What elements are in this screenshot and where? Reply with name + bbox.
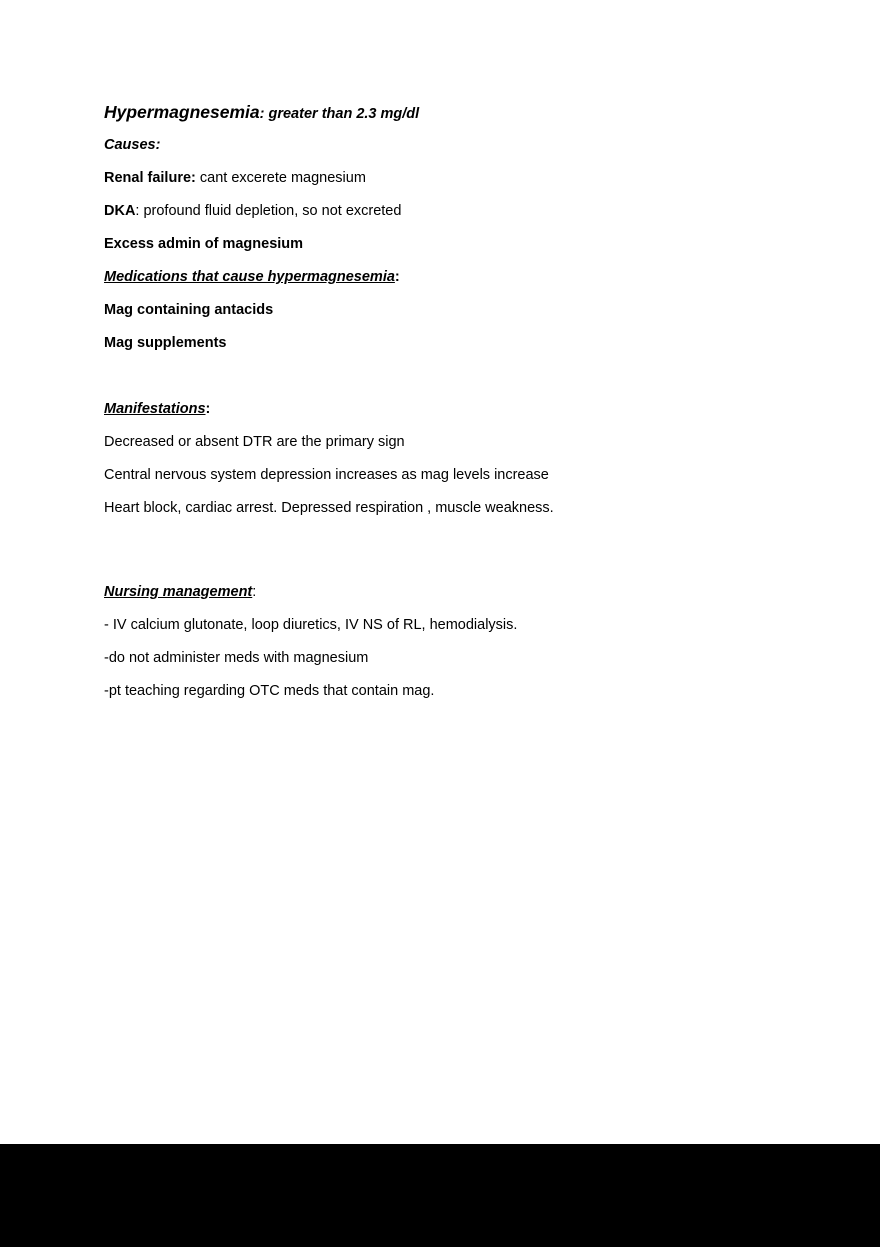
medication-item: Mag supplements xyxy=(104,335,227,351)
manifestations-heading-colon: : xyxy=(205,401,211,417)
title-subtitle: : greater than 2.3 mg/dl xyxy=(259,106,420,122)
medication-item: Mag containing antacids xyxy=(104,302,274,318)
nursing-management-heading-text: Nursing management xyxy=(104,584,253,600)
manifestations-heading-text: Manifestations xyxy=(104,401,206,417)
nursing-item: -do not administer meds with magnesium xyxy=(104,650,369,666)
medications-heading xyxy=(104,268,400,286)
medications-heading-text: Medications that cause hypermagnesemia xyxy=(104,269,395,285)
cause-text: cant excerete magnesium xyxy=(195,170,366,186)
nursing-item: - IV calcium glutonate, loop diuretics, IV NS of RL, hemodialysis. xyxy=(104,617,518,633)
manifestations-heading xyxy=(104,400,210,418)
nursing-item: -pt teaching regarding OTC meds that contain mag. xyxy=(104,683,435,699)
manifestation-item: Heart block, cardiac arrest. Depressed respiration , muscle weakness. xyxy=(104,500,554,516)
title-main: Hypermagnesemia xyxy=(104,102,260,122)
bottom-black-bar xyxy=(0,1144,880,1247)
manifestation-item: Decreased or absent DTR are the primary sign xyxy=(104,434,405,450)
nursing-management-heading xyxy=(104,583,256,601)
cause-item-renal-failure xyxy=(104,169,366,187)
cause-text: : profound fluid depletion, so not excreted xyxy=(135,203,402,219)
cause-label: DKA xyxy=(104,203,136,219)
cause-item-dka xyxy=(104,202,401,220)
causes-heading: Causes: xyxy=(104,137,161,153)
cause-label: Renal failure: xyxy=(104,170,196,186)
cause-label: Excess admin of magnesium xyxy=(104,236,304,252)
manifestation-item: Central nervous system depression increases as mag levels increase xyxy=(104,467,549,483)
medications-heading-colon: : xyxy=(394,269,400,285)
cause-item-excess-admin xyxy=(104,235,303,253)
nursing-management-heading-colon: : xyxy=(252,584,257,600)
document-title xyxy=(104,103,419,123)
